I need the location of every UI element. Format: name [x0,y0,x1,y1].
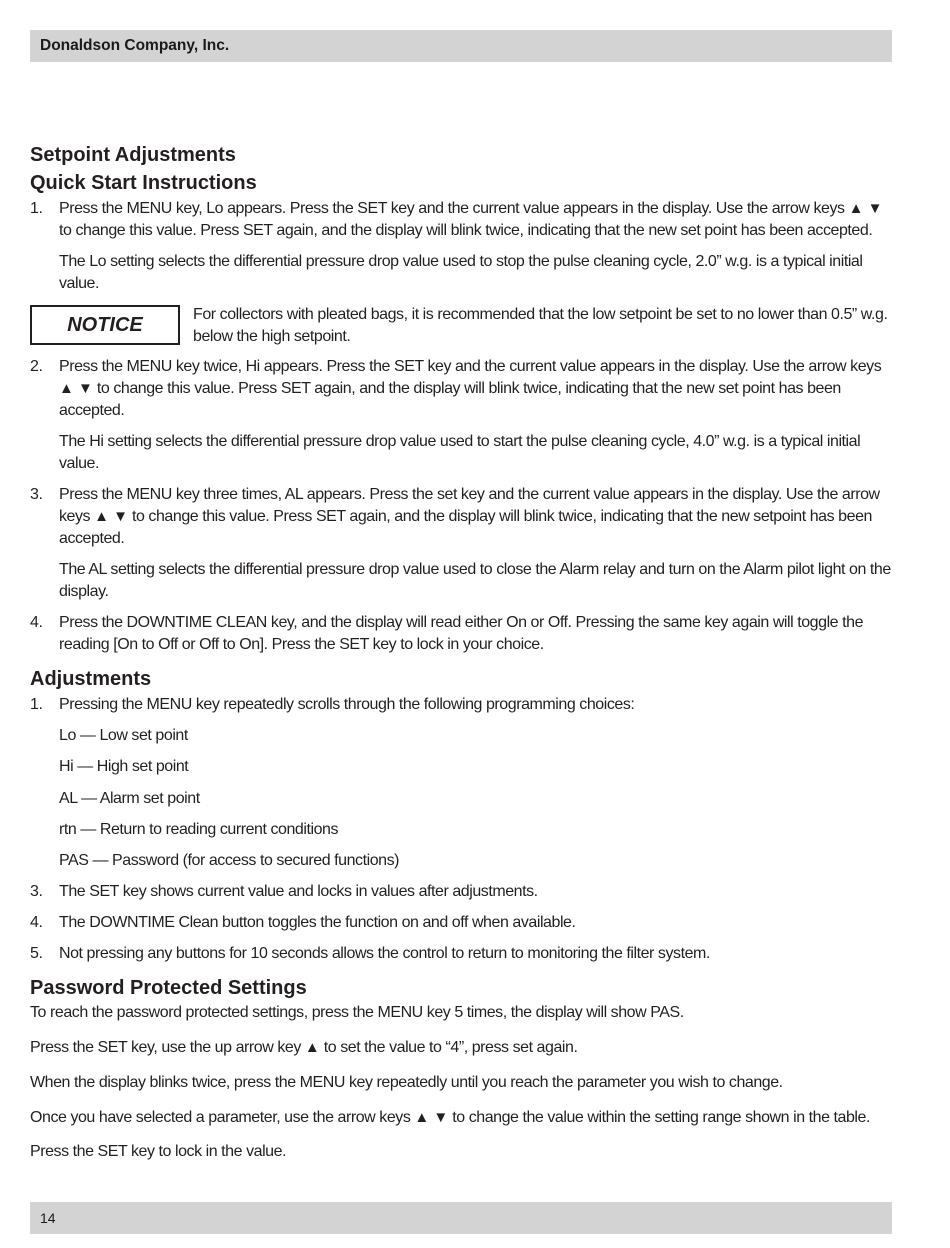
notice-label: NOTICE [30,305,180,345]
item-number: 3. [30,486,43,503]
password-para-5: Press the SET key to lock in the value. [30,1143,287,1161]
item-text [59,484,892,550]
setpoint-adjustments-heading: Setpoint Adjustments [30,144,236,166]
quick-item-1 [30,198,892,242]
choice-pas: PAS — Password (for access to secured functions) [59,852,400,870]
quick-start-heading: Quick Start Instructions [30,172,257,194]
up-down-arrow-icons: ▲ ▼ [94,508,128,525]
password-para-2 [30,1037,892,1059]
quick-item-3 [30,484,892,550]
item-number: 3. [30,883,43,901]
item-number: 4. [30,914,43,932]
item-text-b: to change this value. Press SET again, and the display will blink twice, indicating that the new set point has been accepted. [59,380,841,419]
up-down-arrow-icons: ▲ ▼ [59,380,93,397]
adjustments-heading: Adjustments [30,668,152,690]
company-name: Donaldson Company, Inc. [40,37,230,54]
para-text-b: to set the value to “4”, press set again. [323,1039,578,1057]
item-number: 5. [30,945,43,963]
password-settings-heading: Password Protected Settings [30,977,307,1000]
para-text-a: Press the SET key, use the up arrow key [30,1039,301,1057]
header-bar [30,30,892,62]
quick-item-4 [30,612,892,656]
lo-setting-note: The Lo setting selects the differential pressure drop value used to stop the pulse cleaning cycle, 2.0” w.g. is a typical initial value. [59,253,863,292]
item-text [59,356,892,422]
footer-bar [30,1202,892,1234]
choice-lo: Lo — Low set point [59,727,188,744]
item-text-a: Press the MENU key, Lo appears. Press the SET key and the current value appears in the display. Use the arrow keys [59,200,845,217]
notice-row [30,304,892,348]
quick-item-2 [30,356,892,422]
hi-setting-note: The Hi setting selects the differential pressure drop value used to start the pulse cleaning cycle, 4.0” w.g. is a typical initial value. [59,433,861,472]
para-text-a: Once you have selected a parameter, use the arrow keys [30,1108,411,1126]
item-text-a: Press the MENU key three times, AL appears. Press the set key and the current value appears in the display. Use the arrow keys [59,486,880,525]
password-para-3: When the display blinks twice, press the MENU key repeatedly until you reach the parameter you wish to change. [30,1073,783,1091]
choice-rtn: rtn — Return to reading current conditions [59,820,339,838]
password-para-4 [30,1107,892,1129]
al-setting-note: The AL setting selects the differential pressure drop value used to close the Alarm relay and turn on the Alarm pilot light on the display. [59,561,891,600]
choice-hi: Hi — High set point [59,758,189,776]
adjust-item-4 [30,912,892,934]
item-number: 1. [30,696,43,713]
item-text-a: Press the MENU key twice, Hi appears. Press the SET key and the current value appears in the display. Use the arrow keys [59,358,882,375]
item-text [59,198,892,242]
page-number: 14 [40,1210,56,1226]
page-content [30,141,892,1176]
adjust-item-3 [30,881,892,903]
up-down-arrow-icons: ▲ ▼ [848,200,883,217]
item-text: Not pressing any buttons for 10 seconds allows the control to return to monitoring the filter system. [59,945,710,963]
item-number: 2. [30,358,43,375]
adjust-item-5 [30,943,892,965]
item-number: 1. [30,200,43,217]
adjust-item-1 [30,694,892,716]
item-text-b: to change this value. Press SET again, and the display will blink twice, indicating that the new set point has been accepted. [59,222,873,239]
up-arrow-icon: ▲ [304,1039,320,1057]
password-para-1: To reach the password protected settings, press the MENU key 5 times, the display will show PAS. [30,1004,684,1022]
notice-text: For collectors with pleated bags, it is recommended that the low setpoint be set to no lower than 0.5” w.g. below the high setpoint. [193,306,888,345]
choice-al: AL — Alarm set point [59,789,200,807]
item-text: Press the DOWNTIME CLEAN key, and the display will read either On or Off. Pressing the same key again will toggle the reading [On to Off or Off to On]. Press the SET key to lock in your choice. [59,614,864,653]
item-text-b: to change this value. Press SET again, and the display will blink twice, indicating that the new setpoint has been accepted. [59,508,872,547]
up-down-arrow-icons: ▲ ▼ [414,1108,449,1126]
item-number: 4. [30,614,43,631]
item-text: Pressing the MENU key repeatedly scrolls through the following programming choices: [59,696,635,713]
item-text: The DOWNTIME Clean button toggles the function on and off when available. [59,914,576,932]
item-text: The SET key shows current value and locks in values after adjustments. [59,883,538,901]
para-text-b: to change the value within the setting range shown in the table. [452,1108,870,1126]
